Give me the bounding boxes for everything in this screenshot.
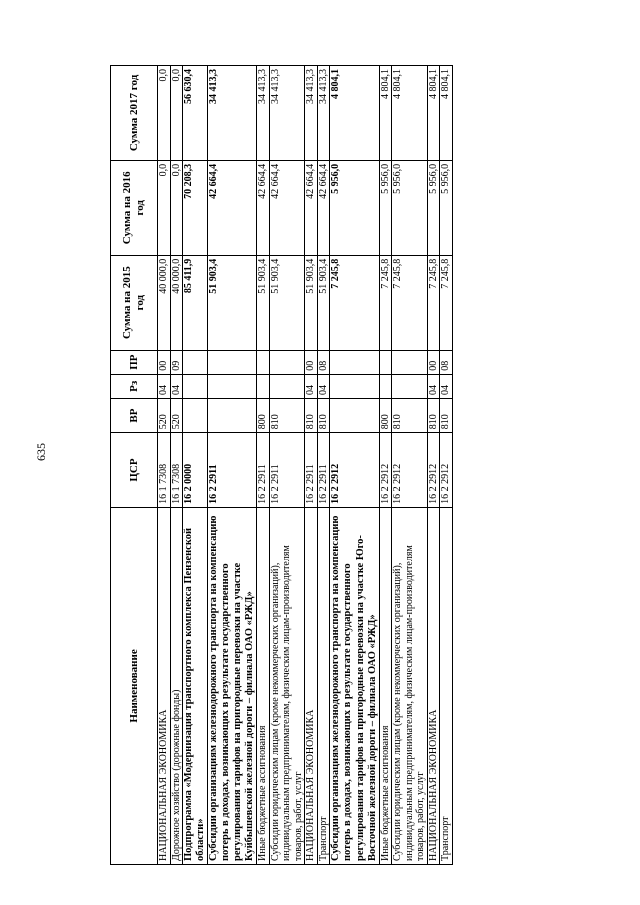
cell-name: Субсидии организациям железнодорожного транспорта на компенсацию потерь в доходах, возникающих в результате государственного регулирования тарифов на пригородные перевозки на участке Юго-Восточной железной дороги – филиала ОАО «РЖД» — [330, 507, 379, 864]
cell-sum-2015: 7 245,8 — [440, 255, 453, 350]
table-row — [170, 66, 183, 865]
page-number: 635 — [34, 443, 48, 461]
cell-vr — [330, 398, 379, 432]
cell-vr: 520 — [158, 398, 171, 432]
cell-name: НАЦИОНАЛЬНАЯ ЭКОНОМИКА — [158, 507, 171, 864]
cell-sum-2015: 7 245,8 — [379, 255, 392, 350]
header-name: Наименование — [111, 507, 158, 864]
cell-rz — [392, 374, 428, 398]
cell-pr — [269, 350, 305, 374]
cell-sum-2016: 42 664,4 — [305, 160, 318, 255]
cell-vr: 800 — [257, 398, 270, 432]
cell-sum-2017: 0,0 — [170, 66, 183, 161]
cell-name: Подпрограмма «Модернизация транспортного комплекса Пензенской области» — [183, 507, 208, 864]
cell-pr: 08 — [440, 350, 453, 374]
table-row — [392, 66, 428, 865]
cell-name: НАЦИОНАЛЬНАЯ ЭКОНОМИКА — [427, 507, 440, 864]
table-row — [330, 66, 379, 865]
cell-sum-2016: 70 208,3 — [183, 160, 208, 255]
cell-vr: 810 — [305, 398, 318, 432]
cell-vr: 810 — [440, 398, 453, 432]
header-sum-2016: Сумма на 2016 год — [111, 160, 158, 255]
table-row — [269, 66, 305, 865]
cell-pr: 00 — [427, 350, 440, 374]
cell-sum-2016: 0,0 — [158, 160, 171, 255]
cell-sum-2015: 40 000,0 — [170, 255, 183, 350]
cell-pr — [208, 350, 257, 374]
cell-sum-2016: 42 664,4 — [269, 160, 305, 255]
table-row — [427, 66, 440, 865]
cell-csr: 16 2 2911 — [305, 433, 318, 508]
cell-sum-2016: 5 956,0 — [427, 160, 440, 255]
budget-table — [110, 65, 453, 865]
cell-sum-2015: 51 903,4 — [269, 255, 305, 350]
cell-sum-2015: 51 903,4 — [208, 255, 257, 350]
cell-sum-2017: 4 804,1 — [427, 66, 440, 161]
cell-csr: 16 2 2912 — [392, 433, 428, 508]
cell-pr: 08 — [317, 350, 330, 374]
cell-sum-2015: 51 903,4 — [257, 255, 270, 350]
cell-pr — [392, 350, 428, 374]
table-header-row — [111, 66, 158, 865]
cell-sum-2017: 34 413,3 — [257, 66, 270, 161]
cell-sum-2015: 7 245,8 — [330, 255, 379, 350]
header-pr: ПР — [111, 350, 158, 374]
cell-sum-2017: 34 413,3 — [269, 66, 305, 161]
table-row — [317, 66, 330, 865]
header-vr: ВР — [111, 398, 158, 432]
cell-name: Субсидии юридическим лицам (кроме некоммерческих организаций), индивидуальным предпринимателям, физическим лицам-производителям товаров, работ, услуг — [392, 507, 428, 864]
cell-sum-2016: 5 956,0 — [392, 160, 428, 255]
cell-sum-2016: 5 956,0 — [379, 160, 392, 255]
cell-name: Транспорт — [440, 507, 453, 864]
cell-sum-2017: 34 413,3 — [305, 66, 318, 161]
cell-name: Иные бюджетные ассигнования — [379, 507, 392, 864]
cell-rz — [269, 374, 305, 398]
cell-vr: 810 — [392, 398, 428, 432]
cell-csr: 16 2 2912 — [440, 433, 453, 508]
table-row — [379, 66, 392, 865]
cell-name: Транспорт — [317, 507, 330, 864]
cell-sum-2017: 0,0 — [158, 66, 171, 161]
table-row — [183, 66, 208, 865]
cell-csr: 16 2 0000 — [183, 433, 208, 508]
cell-csr: 16 2 2911 — [269, 433, 305, 508]
cell-sum-2017: 34 413,3 — [208, 66, 257, 161]
cell-sum-2017: 34 413,3 — [317, 66, 330, 161]
cell-sum-2017: 4 804,1 — [379, 66, 392, 161]
cell-sum-2017: 4 804,1 — [330, 66, 379, 161]
cell-name: НАЦИОНАЛЬНАЯ ЭКОНОМИКА — [305, 507, 318, 864]
cell-csr: 16 2 2912 — [379, 433, 392, 508]
cell-sum-2015: 51 903,4 — [317, 255, 330, 350]
cell-csr: 16 2 2911 — [208, 433, 257, 508]
cell-csr: 16 2 2911 — [317, 433, 330, 508]
cell-vr: 520 — [170, 398, 183, 432]
cell-rz: 04 — [427, 374, 440, 398]
cell-pr — [330, 350, 379, 374]
cell-vr: 800 — [379, 398, 392, 432]
cell-vr: 810 — [317, 398, 330, 432]
cell-rz — [208, 374, 257, 398]
table-body — [158, 66, 453, 865]
header-rz: Рз — [111, 374, 158, 398]
cell-sum-2016: 5 956,0 — [330, 160, 379, 255]
cell-vr: 810 — [269, 398, 305, 432]
table-row — [208, 66, 257, 865]
cell-pr — [183, 350, 208, 374]
cell-sum-2017: 56 630,4 — [183, 66, 208, 161]
cell-sum-2016: 0,0 — [170, 160, 183, 255]
cell-pr — [379, 350, 392, 374]
cell-name: Иные бюджетные ассигнования — [257, 507, 270, 864]
cell-csr: 16 1 7308 — [170, 433, 183, 508]
cell-vr — [183, 398, 208, 432]
cell-rz: 04 — [317, 374, 330, 398]
table-row — [305, 66, 318, 865]
cell-csr: 16 1 7308 — [158, 433, 171, 508]
cell-rz — [330, 374, 379, 398]
header-sum-2015: Сумма на 2015 год — [111, 255, 158, 350]
cell-pr: 00 — [305, 350, 318, 374]
table-row — [158, 66, 171, 865]
header-sum-2017: Сумма 2017 год — [111, 66, 158, 161]
cell-vr: 810 — [427, 398, 440, 432]
cell-sum-2017: 4 804,1 — [440, 66, 453, 161]
cell-sum-2016: 5 956,0 — [440, 160, 453, 255]
cell-sum-2016: 42 664,4 — [208, 160, 257, 255]
cell-csr: 16 2 2912 — [330, 433, 379, 508]
cell-name: Дорожное хозяйство (дорожные фонды) — [170, 507, 183, 864]
rotated-page — [110, 65, 530, 865]
table-row — [440, 66, 453, 865]
header-csr: ЦСР — [111, 433, 158, 508]
cell-rz — [183, 374, 208, 398]
table-row — [257, 66, 270, 865]
cell-sum-2015: 7 245,8 — [427, 255, 440, 350]
cell-rz: 04 — [158, 374, 171, 398]
cell-csr: 16 2 2912 — [427, 433, 440, 508]
cell-rz — [379, 374, 392, 398]
cell-csr: 16 2 2911 — [257, 433, 270, 508]
cell-sum-2015: 51 903,4 — [305, 255, 318, 350]
cell-sum-2017: 4 804,1 — [392, 66, 428, 161]
cell-sum-2015: 7 245,8 — [392, 255, 428, 350]
cell-rz — [257, 374, 270, 398]
cell-rz: 04 — [305, 374, 318, 398]
cell-sum-2015: 40 000,0 — [158, 255, 171, 350]
cell-name: Субсидии юридическим лицам (кроме некоммерческих организаций), индивидуальным предпринимателям, физическим лицам-производителям товаров, работ, услуг — [269, 507, 305, 864]
cell-rz: 04 — [440, 374, 453, 398]
cell-sum-2016: 42 664,4 — [317, 160, 330, 255]
cell-rz: 04 — [170, 374, 183, 398]
cell-name: Субсидии организациям железнодорожного транспорта на компенсацию потерь в доходах, возникающих в результате государственного регулирования тарифов на пригородные перевозки на участке Куйбышевской железной дороги – филиала ОАО «РЖД» — [208, 507, 257, 864]
cell-pr: 00 — [158, 350, 171, 374]
cell-sum-2015: 85 411,9 — [183, 255, 208, 350]
cell-pr — [257, 350, 270, 374]
cell-sum-2016: 42 664,4 — [257, 160, 270, 255]
cell-vr — [208, 398, 257, 432]
cell-pr: 09 — [170, 350, 183, 374]
